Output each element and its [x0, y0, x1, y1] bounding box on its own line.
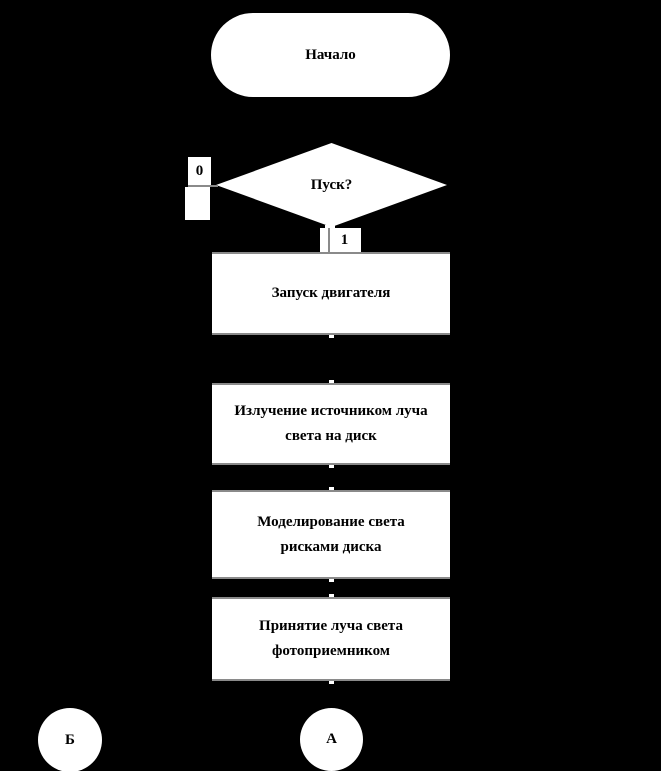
decision-label-wrap	[216, 143, 447, 227]
process-step-label: Моделирование света рисками диска	[257, 513, 405, 555]
connector-stub	[329, 579, 334, 582]
connector-stub	[329, 594, 334, 597]
process-step-start-engine	[212, 252, 450, 335]
connector-stub	[329, 487, 334, 490]
offpage-connector-a-label: А	[326, 731, 337, 747]
connector-stub	[329, 681, 334, 684]
connector-stub	[329, 465, 334, 468]
process-step-emit-light	[212, 383, 450, 465]
process-step-label: Излучение источником луча света на диск	[234, 403, 428, 444]
branch-true-connector-line	[328, 228, 330, 252]
process-step-modulate-light	[212, 490, 450, 579]
process-step-receive-light	[212, 597, 450, 681]
branch-label-false: 0	[188, 157, 211, 185]
process-step-label: Запуск двигателя	[271, 285, 391, 301]
terminator-start	[211, 13, 450, 97]
connector-stub	[329, 380, 334, 383]
connector-stub	[329, 335, 334, 338]
process-step-label: Принятие луча света фотоприемником	[259, 618, 403, 659]
decision-label: Пуск?	[310, 176, 353, 193]
branch-label-true: 1	[320, 228, 361, 252]
offpage-connector-b-label: Б	[65, 731, 75, 748]
offpage-connector-a	[300, 708, 363, 771]
terminator-start-label: Начало	[305, 46, 356, 63]
offpage-connector-b	[38, 708, 102, 771]
branch-false-connector-stub	[185, 187, 210, 220]
